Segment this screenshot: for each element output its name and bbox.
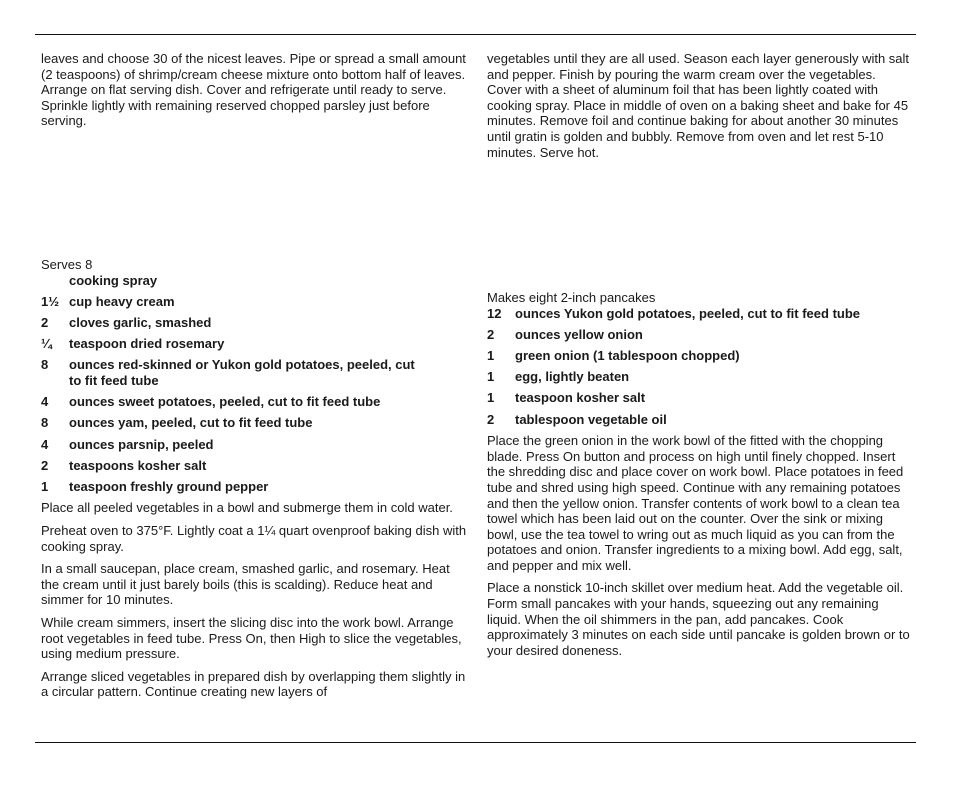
ingredient-item: teaspoon freshly ground pepper (69, 478, 269, 494)
continued-paragraph-right: vegetables until they are all used. Season each layer generously with salt and pepper. Finish by pouring the warm cream over the vegetables. Cover with a sheet of aluminum foil that has been lightly coated with cooking spray. Place in middle of oven on a baking sheet and bake for 45 minutes. Remove foil and continue baking for about another 30 minutes until gratin is golden and bubbly. Remove from oven and let rest 5-10 minutes. Serve hot. (487, 51, 910, 160)
ingredient-item: cup heavy cream (69, 293, 175, 309)
ingredient-qty: 4 (41, 394, 49, 410)
step-paragraph: Place a nonstick 10-inch skillet over medium heat. Add the vegetable oil. Form small pancakes with your hands, squeezing out any remaining liquid. When the oil shimmers in the pan, add pancakes. Cook approximately 3 minutes on each side until pancake is golden brown or to your desired doneness. (487, 580, 910, 658)
ingredient-row (41, 357, 426, 388)
ingredient-item: cooking spray (69, 272, 158, 288)
ingredient-item: teaspoons kosher salt (69, 457, 207, 473)
ingredient-qty: 1 (41, 478, 49, 494)
pancake-ingredient-list (487, 306, 913, 428)
pancake-steps (487, 433, 913, 658)
ingredient-row (41, 437, 467, 453)
step-paragraph: While cream simmers, insert the slicing disc into the work bowl. Arrange root vegetables in feed tube. Press On, then High to slice the vegetables, using medium pressure. (41, 615, 462, 662)
step-paragraph: Place the green onion in the work bowl of the fitted with the chopping blade. Press On button and process on high until finely chopped. Insert the shredding disc and place cover on work bowl. Place potatoes in feed tube and shred using high speed. Continue with any remaining potatoes and then the yellow onion. Transfer contents of work bowl to a clean tea towel which has been laid out on the counter. Over the sink or mixing bowl, use the tea towel to wring out as much liquid as you can from the potatoes and onion. Transfer ingredients to a mixing bowl. Add egg, salt, and pepper and mix well. (487, 433, 904, 573)
gratin-recipe (41, 257, 467, 707)
continued-paragraph-left: leaves and choose 30 of the nicest leaves. Pipe or spread a small amount (2 teaspoons) of shrimp/cream cheese mixture onto bottom half of leaves. Arrange on flat serving dish. Cover and refrigerate until ready to serve. Sprinkle lightly with remaining reserved chopped parsley just before serving. (41, 51, 466, 129)
ingredient-qty: 4 (41, 436, 49, 452)
ingredient-row (487, 306, 913, 322)
ingredient-row (487, 390, 913, 406)
ingredient-row (487, 327, 913, 343)
ingredient-item: egg, lightly beaten (515, 369, 630, 385)
ingredient-row (41, 479, 467, 495)
ingredient-row (41, 458, 467, 474)
ingredient-qty: 2 (41, 314, 49, 330)
ingredient-item: ounces yam, peeled, cut to fit feed tube (69, 415, 313, 431)
step-paragraph: Arrange sliced vegetables in prepared dish by overlapping them slightly in a circular pattern. Continue creating new layers of (41, 668, 466, 700)
ingredient-row (487, 348, 913, 364)
ingredient-row (41, 394, 467, 410)
ingredient-item: ounces parsnip, peeled (69, 436, 214, 452)
ingredient-item: cloves garlic, smashed (69, 314, 212, 330)
ingredient-qty: 1 (487, 390, 495, 406)
gratin-steps (41, 500, 467, 700)
step-paragraph: Preheat oven to 375°F. Lightly coat a 1¼ quart ovenproof baking dish with cooking spray. (41, 523, 467, 554)
ingredient-qty: 2 (41, 457, 49, 473)
ingredient-item: tablespoon vegetable oil (515, 411, 667, 427)
ingredient-qty: ¼ (41, 336, 52, 352)
ingredient-item: teaspoon dried rosemary (69, 336, 225, 352)
ingredient-item: ounces Yukon gold potatoes, peeled, cut to fit feed tube (515, 305, 861, 321)
left-column-continuation (41, 51, 466, 129)
ingredient-row (41, 415, 467, 431)
ingredient-qty: 12 (487, 305, 502, 321)
pancake-recipe (487, 290, 913, 665)
ingredient-qty: 1 (487, 347, 495, 363)
ingredient-item: green onion (1 tablespoon chopped) (515, 347, 740, 363)
ingredient-qty: 1½ (41, 293, 60, 309)
ingredient-row (41, 273, 467, 289)
ingredient-row (487, 412, 913, 428)
ingredient-item: ounces sweet potatoes, peeled, cut to fit feed tube (69, 394, 381, 410)
step-paragraph: Place all peeled vegetables in a bowl and submerge them in cold water. (41, 500, 453, 516)
ingredient-item: teaspoon kosher salt (515, 390, 646, 406)
ingredient-qty (41, 273, 69, 289)
ingredient-item: ounces yellow onion (515, 326, 643, 342)
serves-note: Serves 8 (41, 257, 93, 272)
gratin-ingredient-list (41, 273, 467, 495)
top-rule (35, 34, 916, 35)
bottom-rule (35, 742, 916, 743)
ingredient-row (41, 315, 467, 331)
ingredient-row (41, 336, 467, 352)
right-column-continuation (487, 51, 912, 160)
ingredient-qty: 8 (41, 357, 49, 373)
ingredient-qty: 1 (487, 369, 495, 385)
ingredient-row (487, 369, 913, 385)
ingredient-qty: 2 (487, 326, 495, 342)
step-paragraph: In a small saucepan, place cream, smashed garlic, and rosemary. Heat the cream until it just barely boils (this is scalding). Reduce heat and simmer for 10 minutes. (41, 561, 450, 608)
ingredient-row (41, 294, 467, 310)
ingredient-item: ounces red-skinned or Yukon gold potatoes, peeled, cut to fit feed tube (69, 357, 415, 388)
ingredient-qty: 8 (41, 415, 49, 431)
yield-note: Makes eight 2-inch pancakes (487, 290, 656, 305)
ingredient-qty: 2 (487, 411, 495, 427)
